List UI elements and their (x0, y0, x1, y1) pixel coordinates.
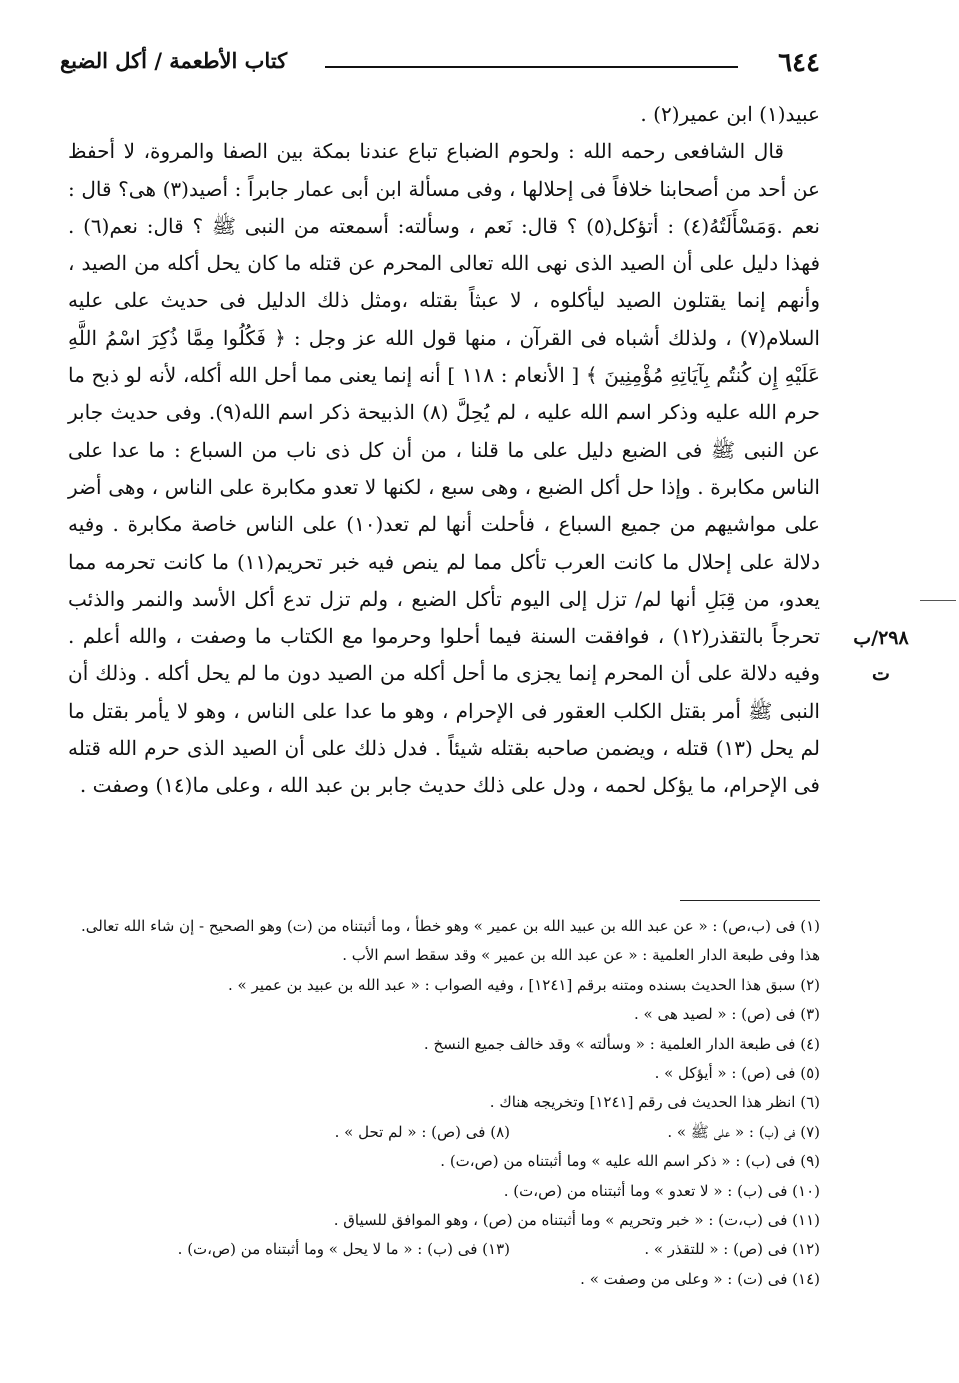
footnote-7: (٧) فى (ب) : « على ﷺ » . (667, 1122, 820, 1141)
margin-marker-line (920, 600, 956, 601)
body-paragraph: قال الشافعى رحمه الله : ولحوم الضباع تباع عندنا بمكة بين الصفا والمروة، لا أحفظ عن أحد من أصحابنا خلافاً فى إحلالها ، وفى مسألة ابن أبى عمار جابراً : أصيد(٣) هى؟ قال : نعم .وَمَسْأَلَتُهُ(٤) : أتؤكل(٥) ؟ قال: نَعم ، وسألته: أسمعته من النبى ﷺ ؟ قال: نعم(٦) . فهذا دليل على أن الصيد الذى نهى الله تعالى المحرم عن قتله ما كان يحل أكله من الصيد ، وأنهم إنما يقتلون الصيد ليأكلوه ، لا عبثاً بقتله ،ومثل ذلك الدليل فى حديث على عليه السلام(٧) ، ولذلك أشباه فى القرآن ، منها قول الله عز وجل : ﴿ فَكُلُوا مِمَّا ذُكِرَ اسْمُ اللَّهِ عَلَيْهِ إِن كُنتُم بِآيَاتِهِ مُؤْمِنِينَ ﴾ [ الأنعام : ١١٨ ] أنه إنما يعنى مما أحل الله أكله، لأنه لو ذبح ما حرم الله عليه وذكر اسم الله عليه ، لم يُحِلَّ (٨) الذبيحة ذكر اسم الله(٩). وفى حديث جابر عن النبى ﷺ فى الضبع دليل على ما قلنا ، من أن كل ذى ناب من السباع : ما عدا على الناس مكابرة . وإذا حل أكل الضبع ، وهى سبع ، لكنها لا تعدو مكابرة على الناس ، وهى أضر على مواشيهم من جميع السباع ، فأحلت أنها لم تعد(١٠) على الناس خاصة مكابرة . وفيه دلالة على إحلال ما كانت العرب تأكل مما لم ينص فيه خبر تحريم(١١) ما كانت تحرمه مما يعدو، من قِبَلِ أنها لم/ تزل إلى اليوم تأكل الضبع ، ولم تزل تدع أكل الأسد والنمر والذئب تحرجاً بالتقذر(١٢) ، فوافقت السنة فيما أحلوا وحرموا مع الكتاب ما وصفت ، والله أعلم . وفيه دلالة على أن المحرم إنما يجزى ما أحل أكله من الصيد دون ما لم يحل أكله . وذلك أن النبى ﷺ أمر بقتل الكلب العقور فى الإحرام ، وهو ما عدا على الناس ، وهو لا يأمر بقتل ما لم يحل (١٣) قتله ، ويضمن صاحبه بقتله شيئاً . فدل ذلك على أن الصيد الذى حرم الله قتله فى الإحرام، ما يؤكل لحمه ، ودل على ذلك حديث جابر بن عبد الله ، وعلى ما(١٤) وصفت . (68, 139, 821, 798)
footnote-14: (١٤) فى (ت) : « وعلى من وصفت » . (580, 1269, 820, 1288)
margin-note (846, 620, 916, 692)
running-title: كتاب الأطعمة / أكل الضبع (60, 48, 288, 73)
footnote-2: (٢) سبق هذا الحديث بسنده ومتنه برقم [١٢٤١] ، وفيه الصواب : « عبد الله بن عبيد بن عمير » . (227, 975, 820, 994)
page-header (60, 48, 820, 84)
footnotes (68, 912, 820, 1294)
footnote-4: (٤) فى طبعة الدار العلمية : « وسألته » وقد خالف جميع النسخ . (423, 1034, 820, 1053)
footnote-separator (680, 900, 820, 901)
margin-siglum: ت (872, 663, 890, 685)
header-rule (325, 66, 738, 68)
page-number: ٦٤٤ (778, 48, 820, 78)
footnote-13: (١٣) فى (ب) : « ما لا يحل » وما أثبتناه من (ص،ت) . (177, 1240, 510, 1259)
footnote-3: (٣) فى (ص) : « لصيد هى » . (634, 1005, 820, 1024)
footnote-10: (١٠) فى (ب) : « لا تعدو » وما أثبتناه من (ص،ت) . (503, 1181, 820, 1200)
footnote-12: (١٢) فى (ص) : « للتقذر » . (644, 1240, 820, 1259)
footnote-6: (٦) انظر هذا الحديث فى رقم [١٢٤١] وتخريجه هناك . (489, 1093, 820, 1112)
footnote-1: (١) فى (ب،ص) : « عن عبد الله بن عبيد الله بن عمير » وهو خطأ ، وما أثبتناه من (ت) وهو الصحيح - إن شاء الله تعالى. هذا وفى طبعة الدار العلمية : « عن عبد الله بن عمير » وقد سقط اسم الأب . (80, 917, 820, 965)
footnote-row-7-8 (68, 1118, 820, 1147)
footnote-8: (٨) فى (ص) : « لم تحل » . (334, 1122, 510, 1141)
footnote-11: (١١) فى (ب،ت) : « خبر وتحريم » وما أثبتناه من (ص) ، وهو الموافق للسياق . (333, 1211, 820, 1230)
main-text (68, 96, 820, 805)
footnote-5: (٥) فى (ص) : « أيؤكل » . (654, 1064, 820, 1083)
opening-line: عبيد(١) ابن عمير(٢) . (640, 102, 820, 126)
footnote-9: (٩) فى (ب) : « ذكر اسم الله عليه » وما أثبتناه من (ص،ت) . (440, 1152, 820, 1171)
margin-folio: ٢٩٨/ب (853, 627, 909, 649)
footnote-row-12-13 (68, 1235, 820, 1264)
